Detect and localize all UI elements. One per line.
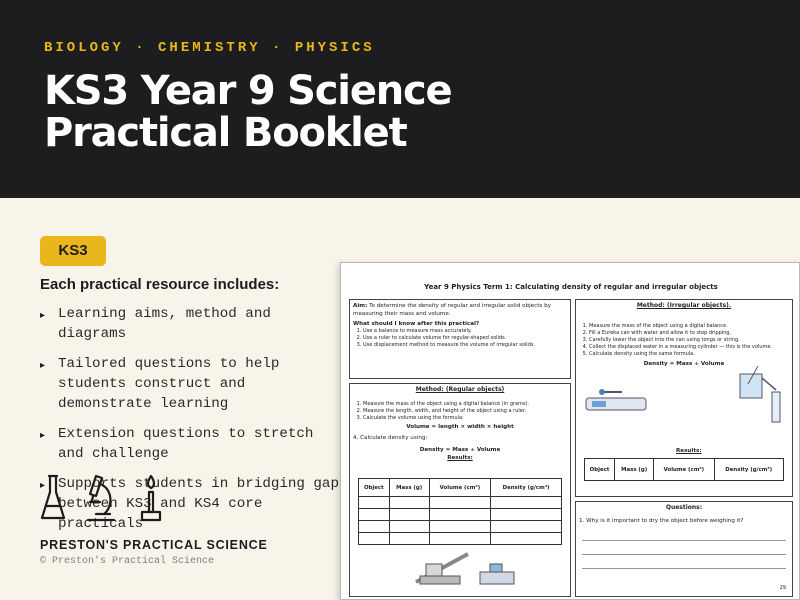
subjects-tagline: BIOLOGY · CHEMISTRY · PHYSICS [44, 40, 375, 56]
bullet-arrow-icon: ▸ [40, 480, 46, 491]
bunsen-burner-icon [138, 474, 164, 524]
feature-item: ▸ Extension questions to stretch and challenge [40, 426, 314, 462]
aim-text: Aim: To determine the density of regular and irregular solid objects by measuring their mass and volume. [353, 303, 551, 317]
worksheet-preview [340, 262, 800, 600]
irregular-steps: 1. Measure the mass of the object using a digital balance. 2. Fill a Eureka can with water and allow it to stop dripping. 3. Carefully lower the object into the can using tongs or string. 4. Collect the displaced water in a measuring cylinder — this is the volume. 5. Calculate density using the same formula. [579, 323, 789, 358]
header-banner [0, 0, 800, 198]
page-title [44, 70, 451, 154]
irregular-results-label: Results: [676, 448, 702, 454]
regular-step-4: 4. Calculate density using: [353, 435, 428, 441]
aim-box [349, 299, 571, 379]
feature-item: ▸ Tailored questions to help students construct and demonstrate learning [40, 356, 280, 412]
copyright-text: © Preston's Practical Science [40, 556, 215, 567]
eureka-can-diagram [736, 364, 788, 424]
know-list [353, 328, 567, 349]
questions-box [575, 501, 793, 597]
science-icons [40, 474, 164, 530]
know-item: 3. Use displacement method to measure the volume of irregular solids. [363, 342, 567, 349]
balance-diagram [410, 550, 530, 590]
know-heading: What should I know after this practical? [353, 321, 480, 327]
table-row [359, 497, 562, 509]
table-row [359, 509, 562, 521]
density-formula: Density = Mass ÷ Volume [419, 447, 501, 453]
volume-formula: Volume = length × width × height [406, 424, 514, 430]
microscope-icon [86, 474, 118, 524]
irregular-results-table: Object Mass (g) Volume (cm³) Density (g/cm³) [584, 458, 784, 481]
regular-method-heading: Method: (Regular objects) [415, 386, 505, 393]
irregular-density-formula: Density = Mass ÷ Volume [643, 361, 725, 367]
answer-line [582, 554, 786, 555]
irregular-method-heading: Method: (Irregular objects). [636, 302, 732, 309]
bullet-arrow-icon: ▸ [40, 430, 46, 441]
regular-steps: 1. Measure the mass of the object using a digital balance (in grams). 2. Measure the length, width, and height of the object using a ruler. 3. Calculate the volume using the formula: [353, 401, 567, 422]
know-item: 1. Use a balance to measure mass accurately. [363, 328, 567, 335]
level-badge: KS3 [40, 236, 106, 266]
feature-item: ▸ Learning aims, method and diagrams [40, 306, 271, 342]
includes-heading: Each practical resource includes: [40, 276, 280, 293]
questions-heading: Questions: [665, 504, 703, 511]
worksheet-title: Year 9 Physics Term 1: Calculating density of regular and irregular objects [424, 283, 718, 291]
results-label: Results: [447, 455, 473, 461]
title-line-2: Practical Booklet [44, 110, 407, 156]
title-line-1: KS3 Year 9 Science [44, 68, 452, 114]
digital-balance-diagram [582, 386, 652, 414]
regular-method-box [349, 383, 571, 597]
bullet-arrow-icon: ▸ [40, 310, 46, 321]
conical-flask-icon [40, 474, 66, 522]
page-number: 29 [779, 585, 786, 591]
answer-line [582, 540, 786, 541]
question-1: 1. Why is it important to dry the object before weighing it? [579, 518, 744, 524]
table-row [359, 533, 562, 545]
brand-name: PRESTON'S PRACTICAL SCIENCE [40, 538, 268, 552]
table-row [359, 521, 562, 533]
regular-results-table: Object Mass (g) Volume (cm³) Density (g/cm³) [358, 478, 562, 545]
answer-line [582, 568, 786, 569]
know-item: 2. Use a ruler to calculate volume for regular-shaped solids. [363, 335, 567, 342]
feature-item: ▸ Supports students in bridging gap between KS3 and KS4 core practicals [40, 476, 339, 532]
irregular-method-box [575, 299, 793, 497]
bullet-arrow-icon: ▸ [40, 360, 46, 371]
